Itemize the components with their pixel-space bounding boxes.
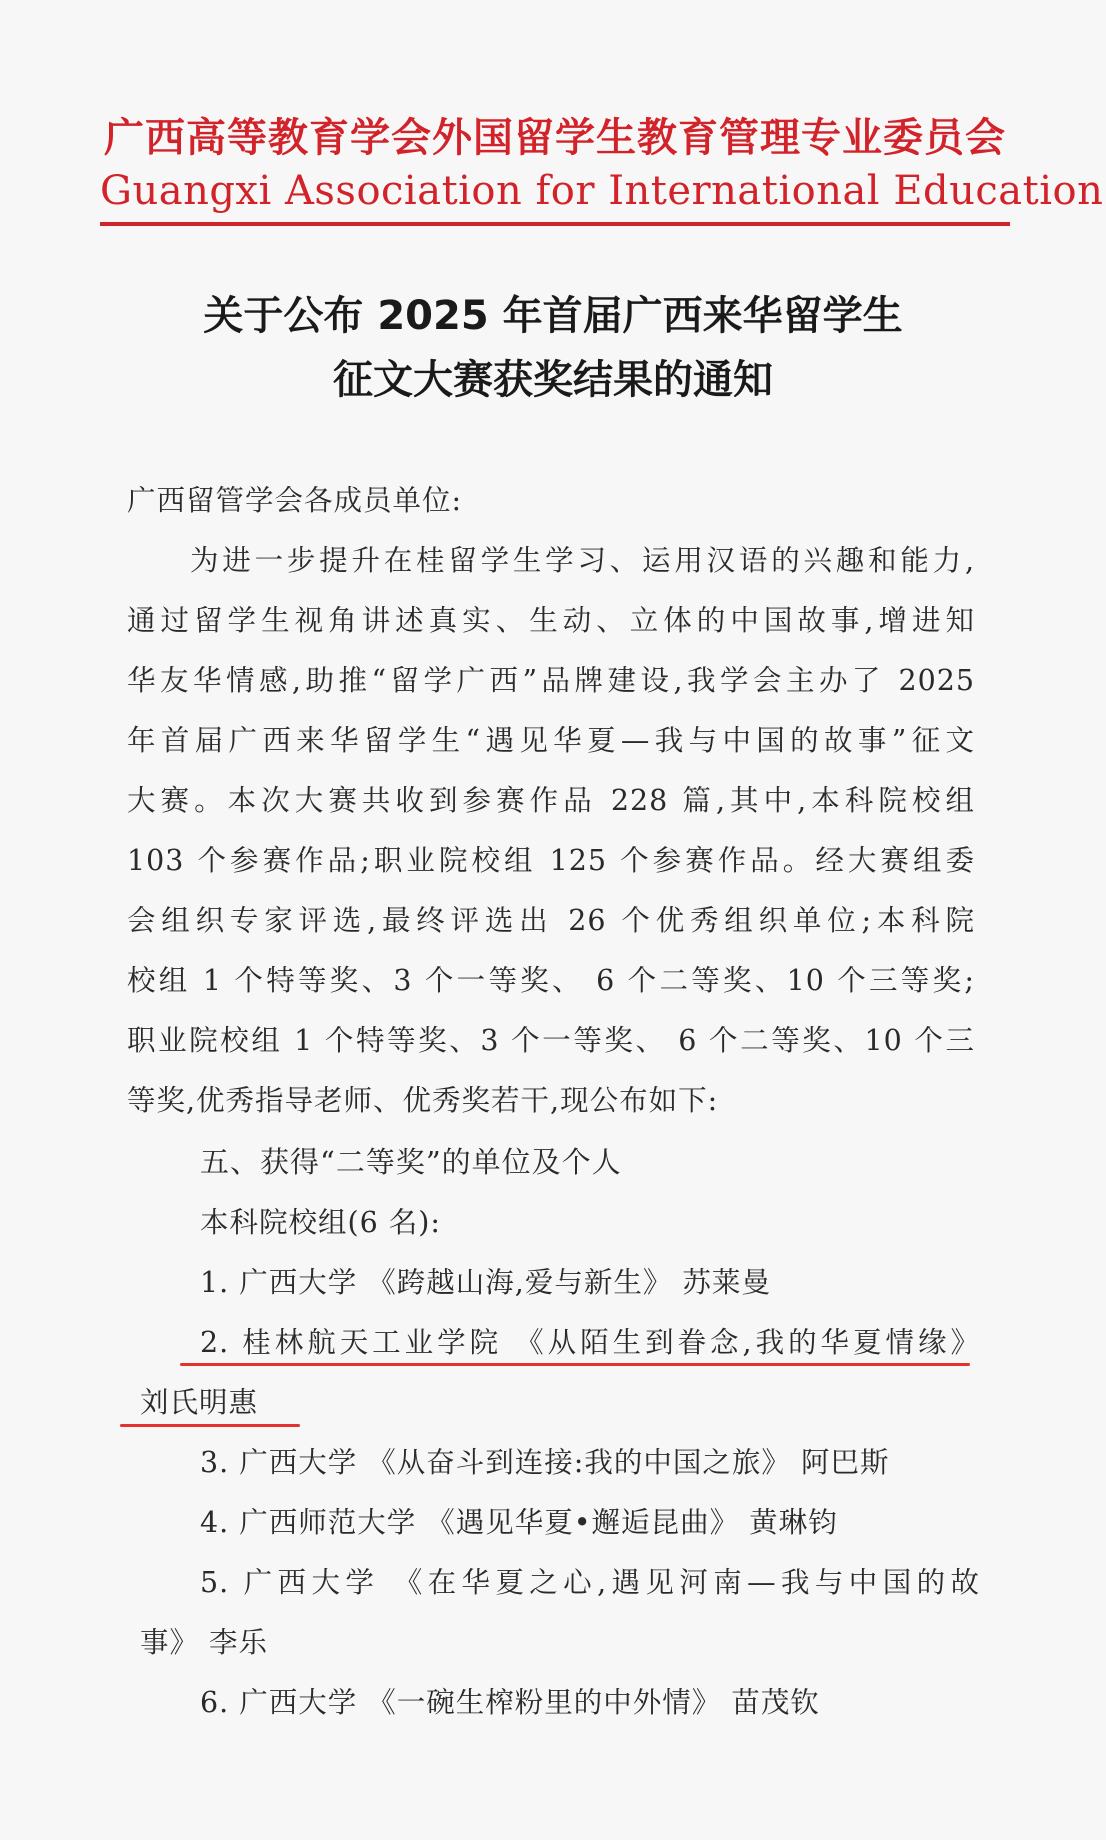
award-item-continuation: 刘氏明惠: [140, 1386, 259, 1419]
award-item-continuation: 事》 李乐: [140, 1626, 269, 1659]
highlight-underline: [180, 1363, 970, 1366]
paragraph-line: 校组 1 个特等奖、3 个一等奖、 6 个二等奖、10 个三等奖;: [127, 964, 975, 997]
paragraph-line: 职业院校组 1 个特等奖、3 个一等奖、 6 个二等奖、10 个三: [127, 1024, 975, 1057]
notice-title-line-1: 关于公布 2025 年首届广西来华留学生: [203, 293, 903, 339]
award-item: 5. 广西大学 《在华夏之心,遇见河南—我与中国的故: [200, 1566, 980, 1599]
paragraph-line: 通过留学生视角讲述真实、生动、立体的中国故事,增进知: [127, 604, 975, 637]
highlight-underline: [120, 1424, 300, 1427]
letterhead-org-name-cn: 广西高等教育学会外国留学生教育管理专业委员会: [104, 115, 1006, 161]
paragraph-line: 年首届广西来华留学生“遇见华夏—我与中国的故事”征文: [127, 724, 975, 757]
section-heading: 五、获得“二等奖”的单位及个人: [200, 1145, 622, 1179]
award-item-highlighted: 2. 桂林航天工业学院 《从陌生到眷念,我的华夏情缘》: [200, 1326, 980, 1359]
award-item: 6. 广西大学 《一碗生榨粉里的中外情》 苗茂钦: [200, 1686, 820, 1719]
salutation: 广西留管学会各成员单位:: [127, 484, 463, 517]
paragraph-line: 大赛。本次大赛共收到参赛作品 228 篇,其中,本科院校组: [127, 784, 975, 817]
paragraph-line: 等奖,优秀指导老师、优秀奖若干,现公布如下:: [127, 1084, 719, 1117]
award-item: 3. 广西大学 《从奋斗到连接:我的中国之旅》 阿巴斯: [200, 1446, 890, 1479]
award-item: 1. 广西大学 《跨越山海,爱与新生》 苏莱曼: [200, 1266, 771, 1299]
paragraph-line: 会组织专家评选,最终评选出 26 个优秀组织单位;本科院: [127, 904, 975, 937]
paragraph-line: 华友华情感,助推“留学广西”品牌建设,我学会主办了 2025: [127, 664, 975, 697]
letterhead-divider: [100, 222, 1010, 226]
paragraph-line: 为进一步提升在桂留学生学习、运用汉语的兴趣和能力,: [190, 544, 975, 577]
paragraph-line: 103 个参赛作品;职业院校组 125 个参赛作品。经大赛组委: [127, 844, 975, 877]
letterhead-org-name-en: Guangxi Association for International Education: [100, 168, 1104, 214]
group-heading: 本科院校组(6 名):: [200, 1206, 442, 1239]
award-item: 4. 广西师范大学 《遇见华夏•邂逅昆曲》 黄琳钧: [200, 1506, 838, 1539]
notice-title-line-2: 征文大赛获奖结果的通知: [333, 357, 773, 403]
